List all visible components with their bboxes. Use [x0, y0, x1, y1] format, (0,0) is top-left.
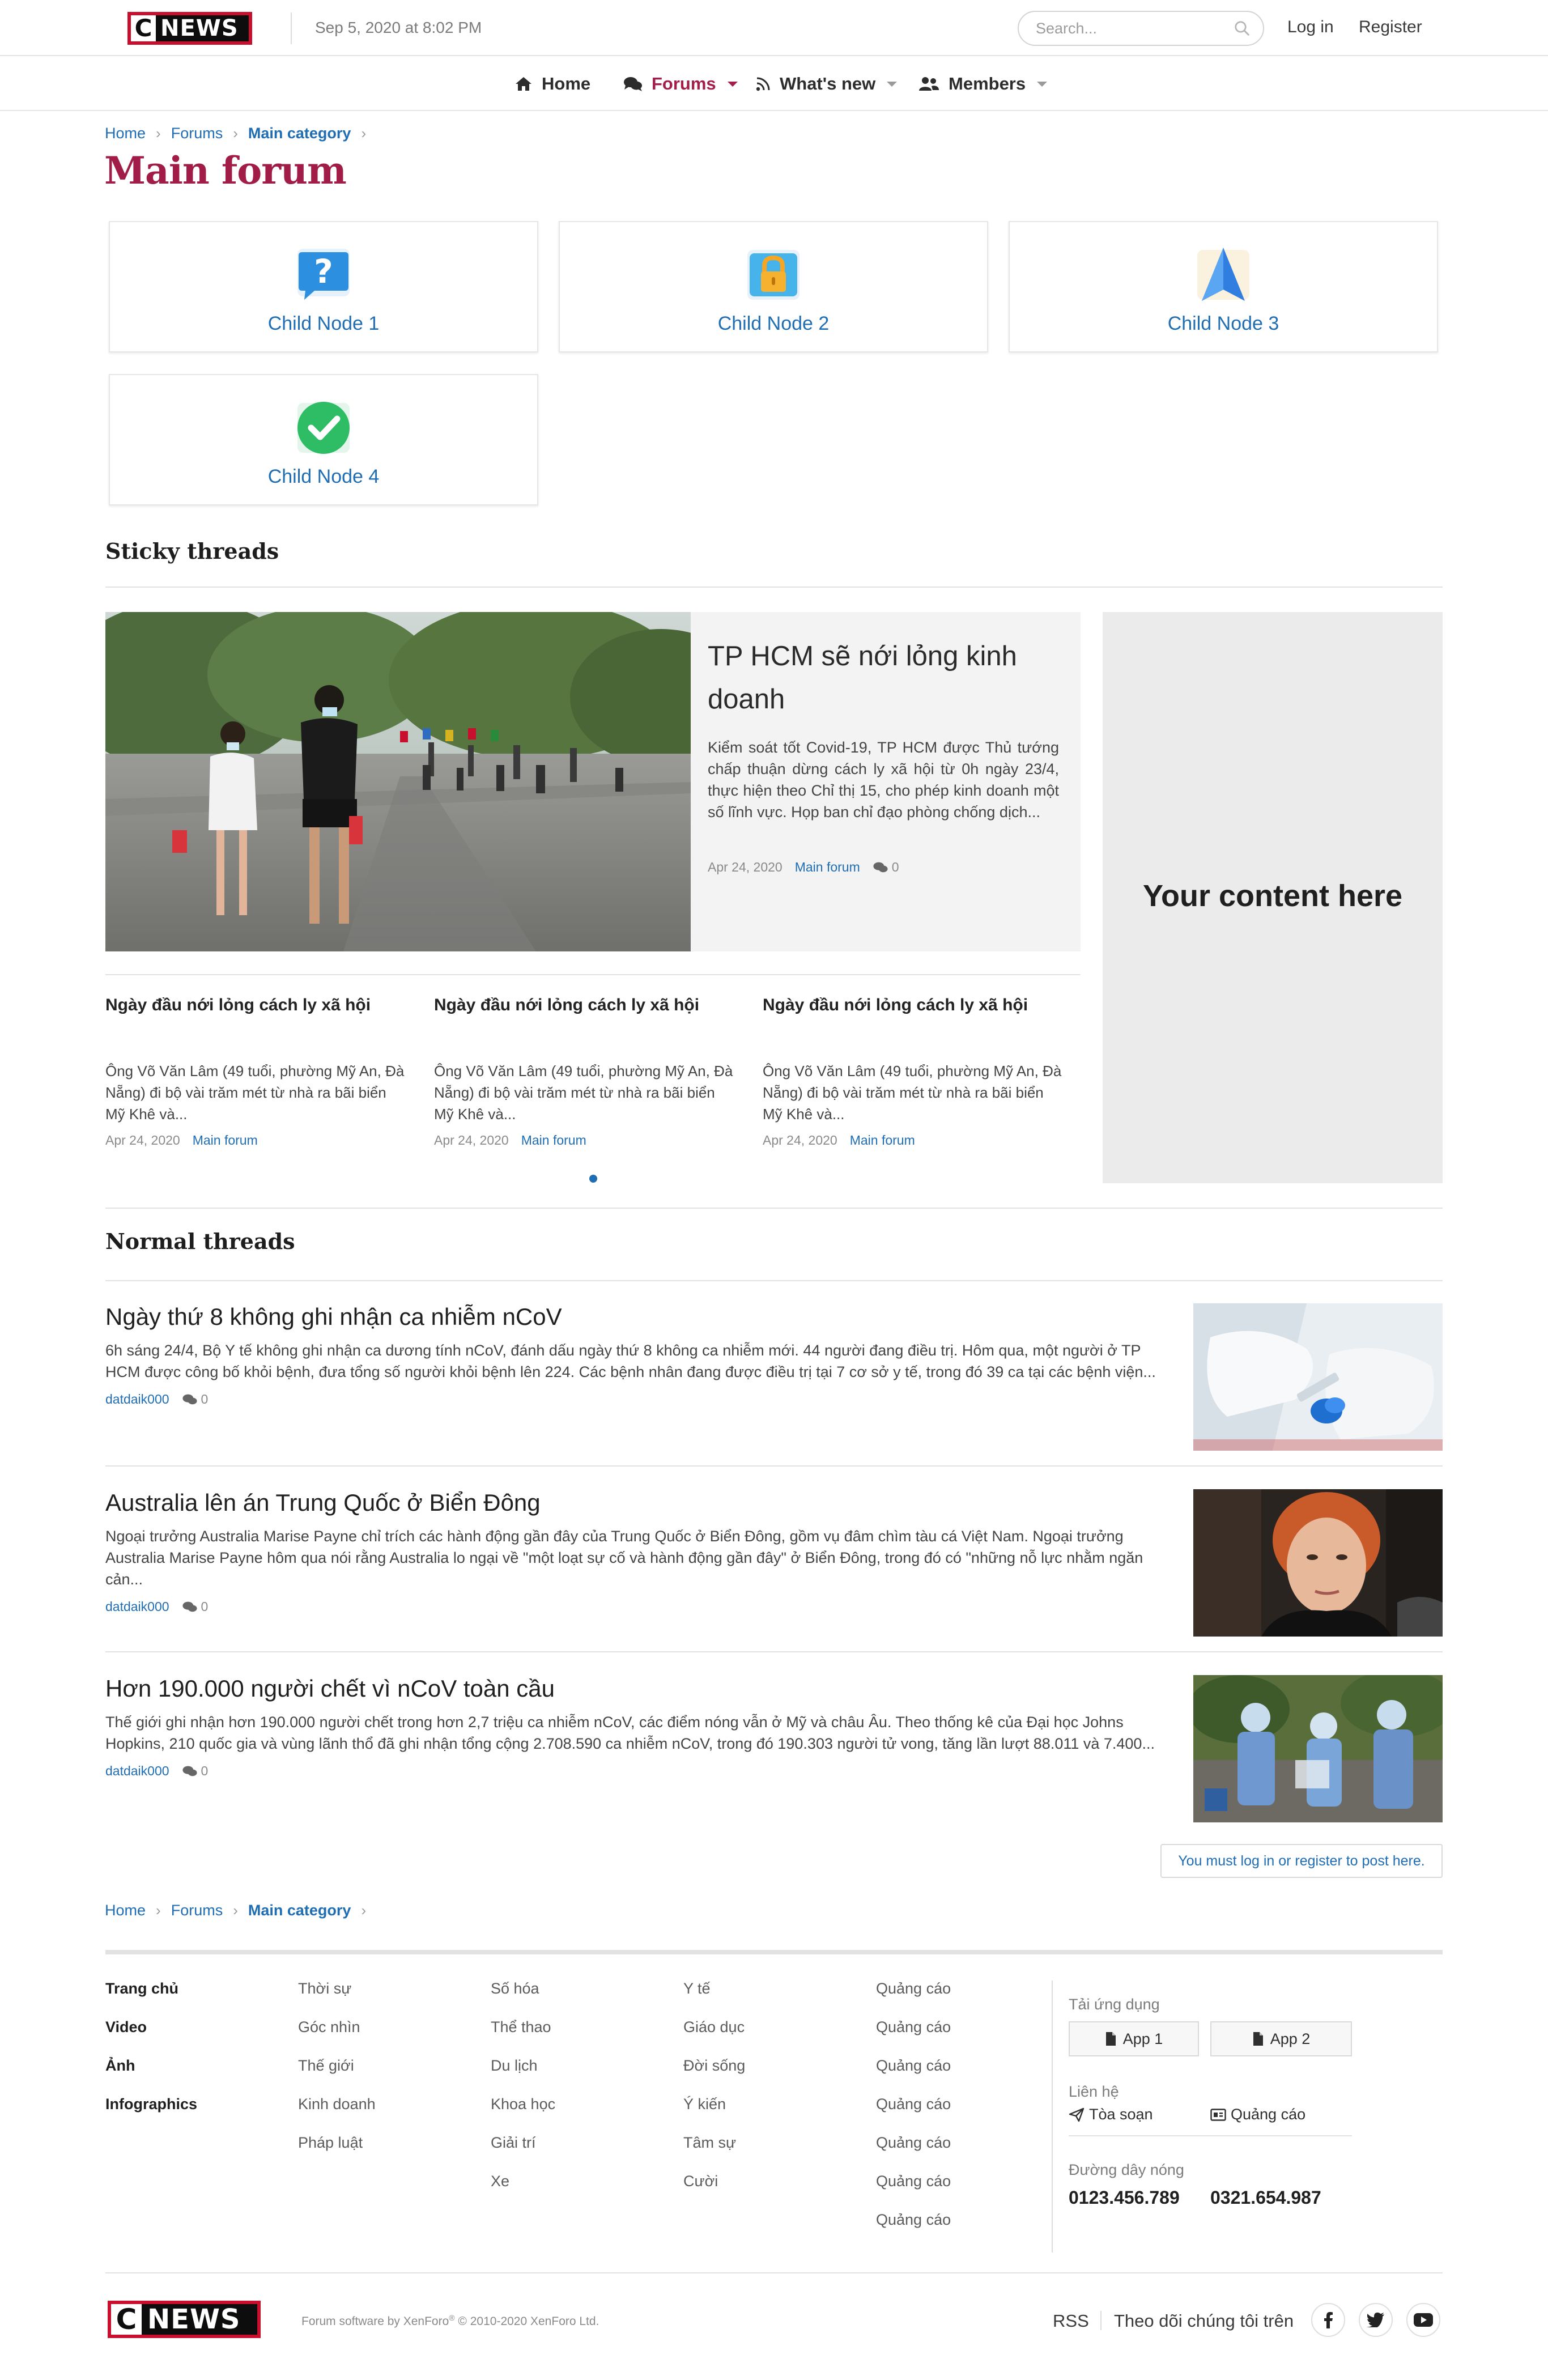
nav-whats-new[interactable]	[756, 74, 897, 94]
thread-title[interactable]: Australia lên án Trung Quốc ở Biển Đông	[105, 1489, 541, 1516]
chevron-right-icon: ›	[156, 125, 161, 142]
comments-icon	[873, 861, 888, 874]
section-divider	[105, 1465, 1443, 1467]
footer-link[interactable]: Đời sống	[683, 2057, 746, 2074]
carousel-dot[interactable]	[589, 1175, 597, 1183]
sticky-threads-heading: Sticky threads	[105, 538, 279, 564]
sticky-thread-meta	[434, 1133, 734, 1148]
hotline-phone-1[interactable]: 0123.456.789	[1069, 2187, 1180, 2208]
footer-link[interactable]: Quảng cáo	[876, 2173, 951, 2190]
sticky-thread-excerpt: Ông Võ Văn Lâm (49 tuổi, phường Mỹ An, Đà Nẵng) đi bộ vài trăm mét từ nhà ra bãi biển Mỹ Khê và...	[763, 1062, 1062, 1123]
footer-link[interactable]: Ảnh	[105, 2057, 135, 2074]
footer-col-4	[683, 1980, 745, 2211]
child-node-3[interactable]	[1009, 221, 1438, 352]
twitter-icon	[1367, 2313, 1385, 2327]
footer-link[interactable]: Trang chủ	[105, 1980, 179, 1997]
child-node-4[interactable]	[109, 374, 538, 505]
nav-members-label: Members	[949, 74, 1026, 94]
ad-placeholder	[1103, 612, 1443, 1183]
footer-link[interactable]: Quảng cáo	[876, 2096, 951, 2113]
featured-thread-title[interactable]: TP HCM sẽ nới lỏng kinh doanh	[708, 641, 1017, 715]
footer-divider	[1069, 2135, 1352, 2136]
facebook-button[interactable]	[1311, 2303, 1345, 2337]
thread-author[interactable]: datdaik000	[105, 1392, 169, 1406]
chevron-right-icon: ›	[361, 1902, 367, 1919]
lab-gloves-photo	[1193, 1303, 1443, 1451]
footer-link[interactable]: Cười	[683, 2173, 718, 2190]
nav-forums[interactable]	[623, 74, 738, 94]
xenforo-link[interactable]: Forum software by XenForo	[301, 2315, 449, 2328]
thread-title[interactable]: Ngày thứ 8 không ghi nhận ca nhiễm nCoV	[105, 1303, 562, 1330]
sticky-thread-title[interactable]: Ngày đầu nới lỏng cách ly xã hội	[434, 996, 700, 1014]
youtube-button[interactable]	[1406, 2303, 1440, 2337]
logo-text: NEWS	[147, 2304, 241, 2335]
child-node-1[interactable]	[109, 221, 538, 352]
section-divider	[105, 1208, 1443, 1209]
footer-divider	[105, 2272, 1443, 2273]
thread-date: Apr 24, 2020	[105, 1133, 180, 1148]
breadcrumb-home[interactable]: Home	[105, 125, 146, 142]
nav-forums-label: Forums	[652, 74, 716, 94]
thread-forum-link[interactable]: Main forum	[794, 860, 860, 874]
section-divider	[105, 586, 1443, 588]
main-nav	[0, 57, 1548, 111]
breadcrumb-main-category[interactable]: Main category	[248, 125, 351, 142]
comment-count-value: 0	[201, 1763, 209, 1778]
footer-link[interactable]: Video	[105, 2018, 147, 2035]
app2-label: App 2	[1270, 2030, 1311, 2047]
comment-count	[182, 1763, 209, 1779]
footer-link[interactable]: Tâm sự	[683, 2134, 737, 2151]
thread-title[interactable]: Hơn 190.000 người chết vì nCoV toàn cầu	[105, 1675, 555, 1702]
search-input[interactable]	[1036, 20, 1223, 37]
medical-workers-photo	[1193, 1675, 1443, 1822]
thread-date: Apr 24, 2020	[434, 1133, 509, 1148]
featured-thread-image[interactable]	[105, 612, 691, 951]
contact-ads-link[interactable]	[1210, 2106, 1305, 2123]
thread-excerpt: 6h sáng 24/4, Bộ Y tế không ghi nhận ca dương tính nCoV, đánh dấu ngày thứ 8 không ca nhiễm mới. 44 người đang điều trị. Hôm qua, một người ở TP HCM được công bố khỏi bệnh, đưa tổng số người khỏi bệnh lên 224. Các bệnh nhân đang được điều trị tại 7 cơ sở y tế, trong đó 39 ca tại các bệnh viện...	[105, 1342, 1156, 1380]
search-icon[interactable]	[1234, 20, 1251, 37]
footer-link[interactable]: Thời sự	[298, 1980, 352, 1997]
thread-date: Apr 24, 2020	[763, 1133, 837, 1148]
breadcrumb-forums[interactable]: Forums	[171, 1902, 223, 1919]
app2-button[interactable]	[1210, 2021, 1352, 2056]
footer-divider	[105, 1950, 1443, 1954]
sticky-thread-meta	[763, 1133, 1063, 1148]
breadcrumb-bottom	[105, 1902, 376, 1919]
follow-us-label: Theo dõi chúng tôi trên	[1114, 2311, 1294, 2331]
copyright	[301, 2313, 599, 2328]
sticky-thread-item	[434, 996, 734, 1148]
rss-icon	[756, 76, 771, 91]
app1-label: App 1	[1122, 2030, 1163, 2047]
register-link[interactable]: Register	[1359, 18, 1422, 36]
footer-link[interactable]: Khoa học	[491, 2096, 556, 2113]
rss-link[interactable]: RSS	[1053, 2311, 1089, 2331]
thread-item	[105, 1489, 1443, 1614]
footer-link[interactable]: Kinh doanh	[298, 2096, 376, 2113]
search-box[interactable]	[1018, 11, 1264, 46]
footer-link[interactable]: Xe	[491, 2173, 510, 2190]
featured-thread-panel	[691, 612, 1081, 951]
check-circle-icon	[290, 395, 358, 463]
comment-count	[873, 860, 899, 875]
hotline-phone-2[interactable]: 0321.654.987	[1210, 2187, 1321, 2208]
youtube-icon	[1414, 2313, 1433, 2327]
comments-icon	[182, 1765, 198, 1778]
app1-button[interactable]	[1069, 2021, 1199, 2056]
thread-forum-link[interactable]: Main forum	[192, 1133, 258, 1148]
thread-forum-link[interactable]: Main forum	[849, 1133, 915, 1148]
footer-link[interactable]: Quảng cáo	[876, 2057, 951, 2074]
footer-link[interactable]: Thể thao	[491, 2018, 551, 2035]
home-icon	[514, 76, 533, 92]
thread-excerpt: Thế giới ghi nhận hơn 190.000 người chết trong hơn 2,7 triệu ca nhiễm nCoV, các điểm nóng vẫn ở Mỹ và châu Âu. Theo thống kê của Đại học Johns Hopkins, 210 quốc gia và vùng lãnh thổ đã ghi nhận tổng cộng 2.708.590 ca nhiễm nCoV, trong đó 190.303 người tử vong, tăng lần lượt 88.011 và 7.400...	[105, 1714, 1155, 1752]
login-to-post-button[interactable]: You must log in or register to post here.	[1160, 1844, 1443, 1878]
footer-link[interactable]: Ý kiến	[683, 2096, 726, 2113]
logo-c: C	[111, 2304, 142, 2335]
thread-excerpt: Ngoại trưởng Australia Marise Payne chỉ trích các hành động gần đây của Trung Quốc ở Biển Đông, gồm vụ đâm chìm tàu cá Việt Nam. Ngoại trưởng Australia Marise Payne hôm qua nói rằng Australia lo ngại về "một loạt sự cố và hành động gần đây" ở Biển Đông, trong đó có "những nỗ lực nhằm ngăn cản...	[105, 1528, 1143, 1588]
breadcrumb-forums[interactable]: Forums	[171, 125, 223, 142]
section-divider	[105, 974, 1081, 975]
child-node-label: Child Node 1	[267, 313, 380, 334]
chevron-right-icon: ›	[156, 1902, 161, 1919]
child-node-2[interactable]	[559, 221, 988, 352]
street-photo	[105, 612, 691, 951]
comment-count	[182, 1392, 209, 1407]
question-bubble-icon	[290, 242, 358, 310]
thread-date: Apr 24, 2020	[708, 860, 782, 874]
header-divider	[291, 12, 292, 44]
child-node-label: Child Node 3	[1167, 313, 1279, 334]
footer-separator	[1100, 2311, 1102, 2330]
footer-link[interactable]: Y tế	[683, 1980, 711, 1997]
comment-count	[182, 1599, 209, 1614]
thread-author[interactable]: datdaik000	[105, 1599, 169, 1614]
section-divider	[105, 1651, 1443, 1652]
child-node-label: Child Node 4	[267, 466, 380, 487]
footer-col-5	[876, 1980, 951, 2250]
footer-col-2	[298, 1980, 376, 2173]
normal-threads-heading: Normal threads	[105, 1229, 295, 1254]
section-divider	[105, 1280, 1443, 1281]
footer-link[interactable]: Giáo dục	[683, 2018, 745, 2035]
lock-icon	[739, 242, 807, 310]
footer-link[interactable]: Quảng cáo	[876, 2211, 951, 2228]
app-download-label: Tải ứng dụng	[1069, 1996, 1160, 2013]
file-icon	[1252, 2032, 1264, 2046]
featured-thread-excerpt: Kiểm soát tốt Covid-19, TP HCM được Thủ tướng chấp thuận dừng cách ly xã hội từ 0h ngày 23/4, thực hiện theo Chỉ thị 15, cho phép kinh doanh một số lĩnh vực. Họp ban chỉ đạo phòng chống dịch...	[708, 739, 1059, 821]
sticky-thread-item	[763, 996, 1063, 1148]
ad-card-icon	[1210, 2109, 1226, 2121]
footer-link[interactable]: Giải trí	[491, 2134, 536, 2151]
contact-newsroom-label: Tòa soạn	[1089, 2106, 1153, 2123]
footer-logo[interactable]	[108, 2301, 261, 2338]
comment-count-value: 0	[201, 1599, 209, 1614]
logo-text: NEWS	[160, 15, 239, 41]
svg-text:?: ?	[314, 252, 333, 291]
paper-plane-icon	[1069, 2107, 1085, 2122]
comments-icon	[182, 1393, 198, 1406]
thread-thumbnail[interactable]	[1193, 1675, 1443, 1822]
portrait-photo	[1193, 1489, 1443, 1637]
sticky-thread-title[interactable]: Ngày đầu nới lỏng cách ly xã hội	[105, 996, 371, 1014]
thread-item	[105, 1303, 1443, 1407]
breadcrumb-home[interactable]: Home	[105, 1902, 146, 1919]
footer-link[interactable]: Thế giới	[298, 2057, 354, 2074]
site-logo[interactable]	[127, 12, 252, 45]
registered-mark: ®	[449, 2313, 455, 2322]
footer-col-3	[491, 1980, 555, 2211]
sticky-thread-excerpt: Ông Võ Văn Lâm (49 tuổi, phường Mỹ An, Đà Nẵng) đi bộ vài trăm mét từ nhà ra bãi biển Mỹ Khê và...	[434, 1062, 733, 1123]
sticky-thread-title[interactable]: Ngày đầu nới lỏng cách ly xã hội	[763, 996, 1028, 1014]
footer-link[interactable]: Infographics	[105, 2096, 198, 2113]
sticky-thread-excerpt: Ông Võ Văn Lâm (49 tuổi, phường Mỹ An, Đà Nẵng) đi bộ vài trăm mét từ nhà ra bãi biển Mỹ Khê và...	[105, 1062, 405, 1123]
ad-text: Your content here	[1142, 879, 1403, 913]
login-link[interactable]: Log in	[1287, 18, 1334, 36]
comments-icon	[623, 76, 643, 92]
chevron-down-icon	[728, 82, 738, 87]
navigation-arrow-icon	[1189, 242, 1257, 310]
chevron-right-icon: ›	[361, 125, 367, 142]
contact-label: Liên hệ	[1069, 2083, 1119, 2100]
thread-forum-link[interactable]: Main forum	[521, 1133, 586, 1148]
footer-vertical-divider	[1052, 1980, 1053, 2252]
comments-icon	[182, 1601, 198, 1613]
thread-thumbnail[interactable]	[1193, 1489, 1443, 1637]
nav-members[interactable]	[918, 74, 1047, 94]
footer-link[interactable]: Quảng cáo	[876, 1980, 951, 1997]
thread-item	[105, 1675, 1443, 1779]
breadcrumb	[105, 125, 376, 142]
thread-author[interactable]: datdaik000	[105, 1763, 169, 1778]
chevron-right-icon: ›	[233, 125, 238, 142]
footer-link[interactable]: Quảng cáo	[876, 2018, 951, 2035]
header-datetime: Sep 5, 2020 at 8:02 PM	[315, 19, 482, 36]
twitter-button[interactable]	[1359, 2303, 1393, 2337]
footer-link[interactable]: Pháp luật	[298, 2134, 363, 2151]
logo-c: C	[131, 15, 156, 41]
chevron-down-icon	[887, 82, 897, 87]
footer-link[interactable]: Số hóa	[491, 1980, 539, 1997]
footer-link[interactable]: Du lịch	[491, 2057, 538, 2074]
nav-home[interactable]	[514, 74, 590, 94]
page-title: Main forum	[104, 148, 346, 193]
file-icon	[1105, 2032, 1116, 2046]
users-icon	[918, 76, 939, 92]
footer-link[interactable]: Góc nhìn	[298, 2018, 360, 2035]
nav-whats-new-label: What's new	[780, 74, 876, 94]
chevron-right-icon: ›	[233, 1902, 238, 1919]
hotline-label: Đường dây nóng	[1069, 2161, 1184, 2178]
footer-link[interactable]: Quảng cáo	[876, 2134, 951, 2151]
comment-count-value: 0	[891, 860, 899, 874]
sticky-thread-meta	[105, 1133, 406, 1148]
footer-col-main	[105, 1980, 197, 2134]
facebook-icon	[1323, 2311, 1333, 2328]
contact-newsroom-link[interactable]	[1069, 2106, 1153, 2123]
sticky-thread-item	[105, 996, 406, 1148]
nav-home-label: Home	[542, 74, 591, 94]
breadcrumb-main-category[interactable]: Main category	[248, 1902, 351, 1919]
copyright-text: © 2010-2020 XenForo Ltd.	[454, 2315, 599, 2328]
comment-count-value: 0	[201, 1392, 209, 1406]
chevron-down-icon	[1037, 82, 1047, 87]
thread-thumbnail[interactable]	[1193, 1303, 1443, 1451]
featured-thread-meta	[708, 860, 899, 875]
child-node-label: Child Node 2	[717, 313, 830, 334]
top-header	[0, 0, 1548, 56]
contact-ads-label: Quảng cáo	[1231, 2106, 1306, 2123]
